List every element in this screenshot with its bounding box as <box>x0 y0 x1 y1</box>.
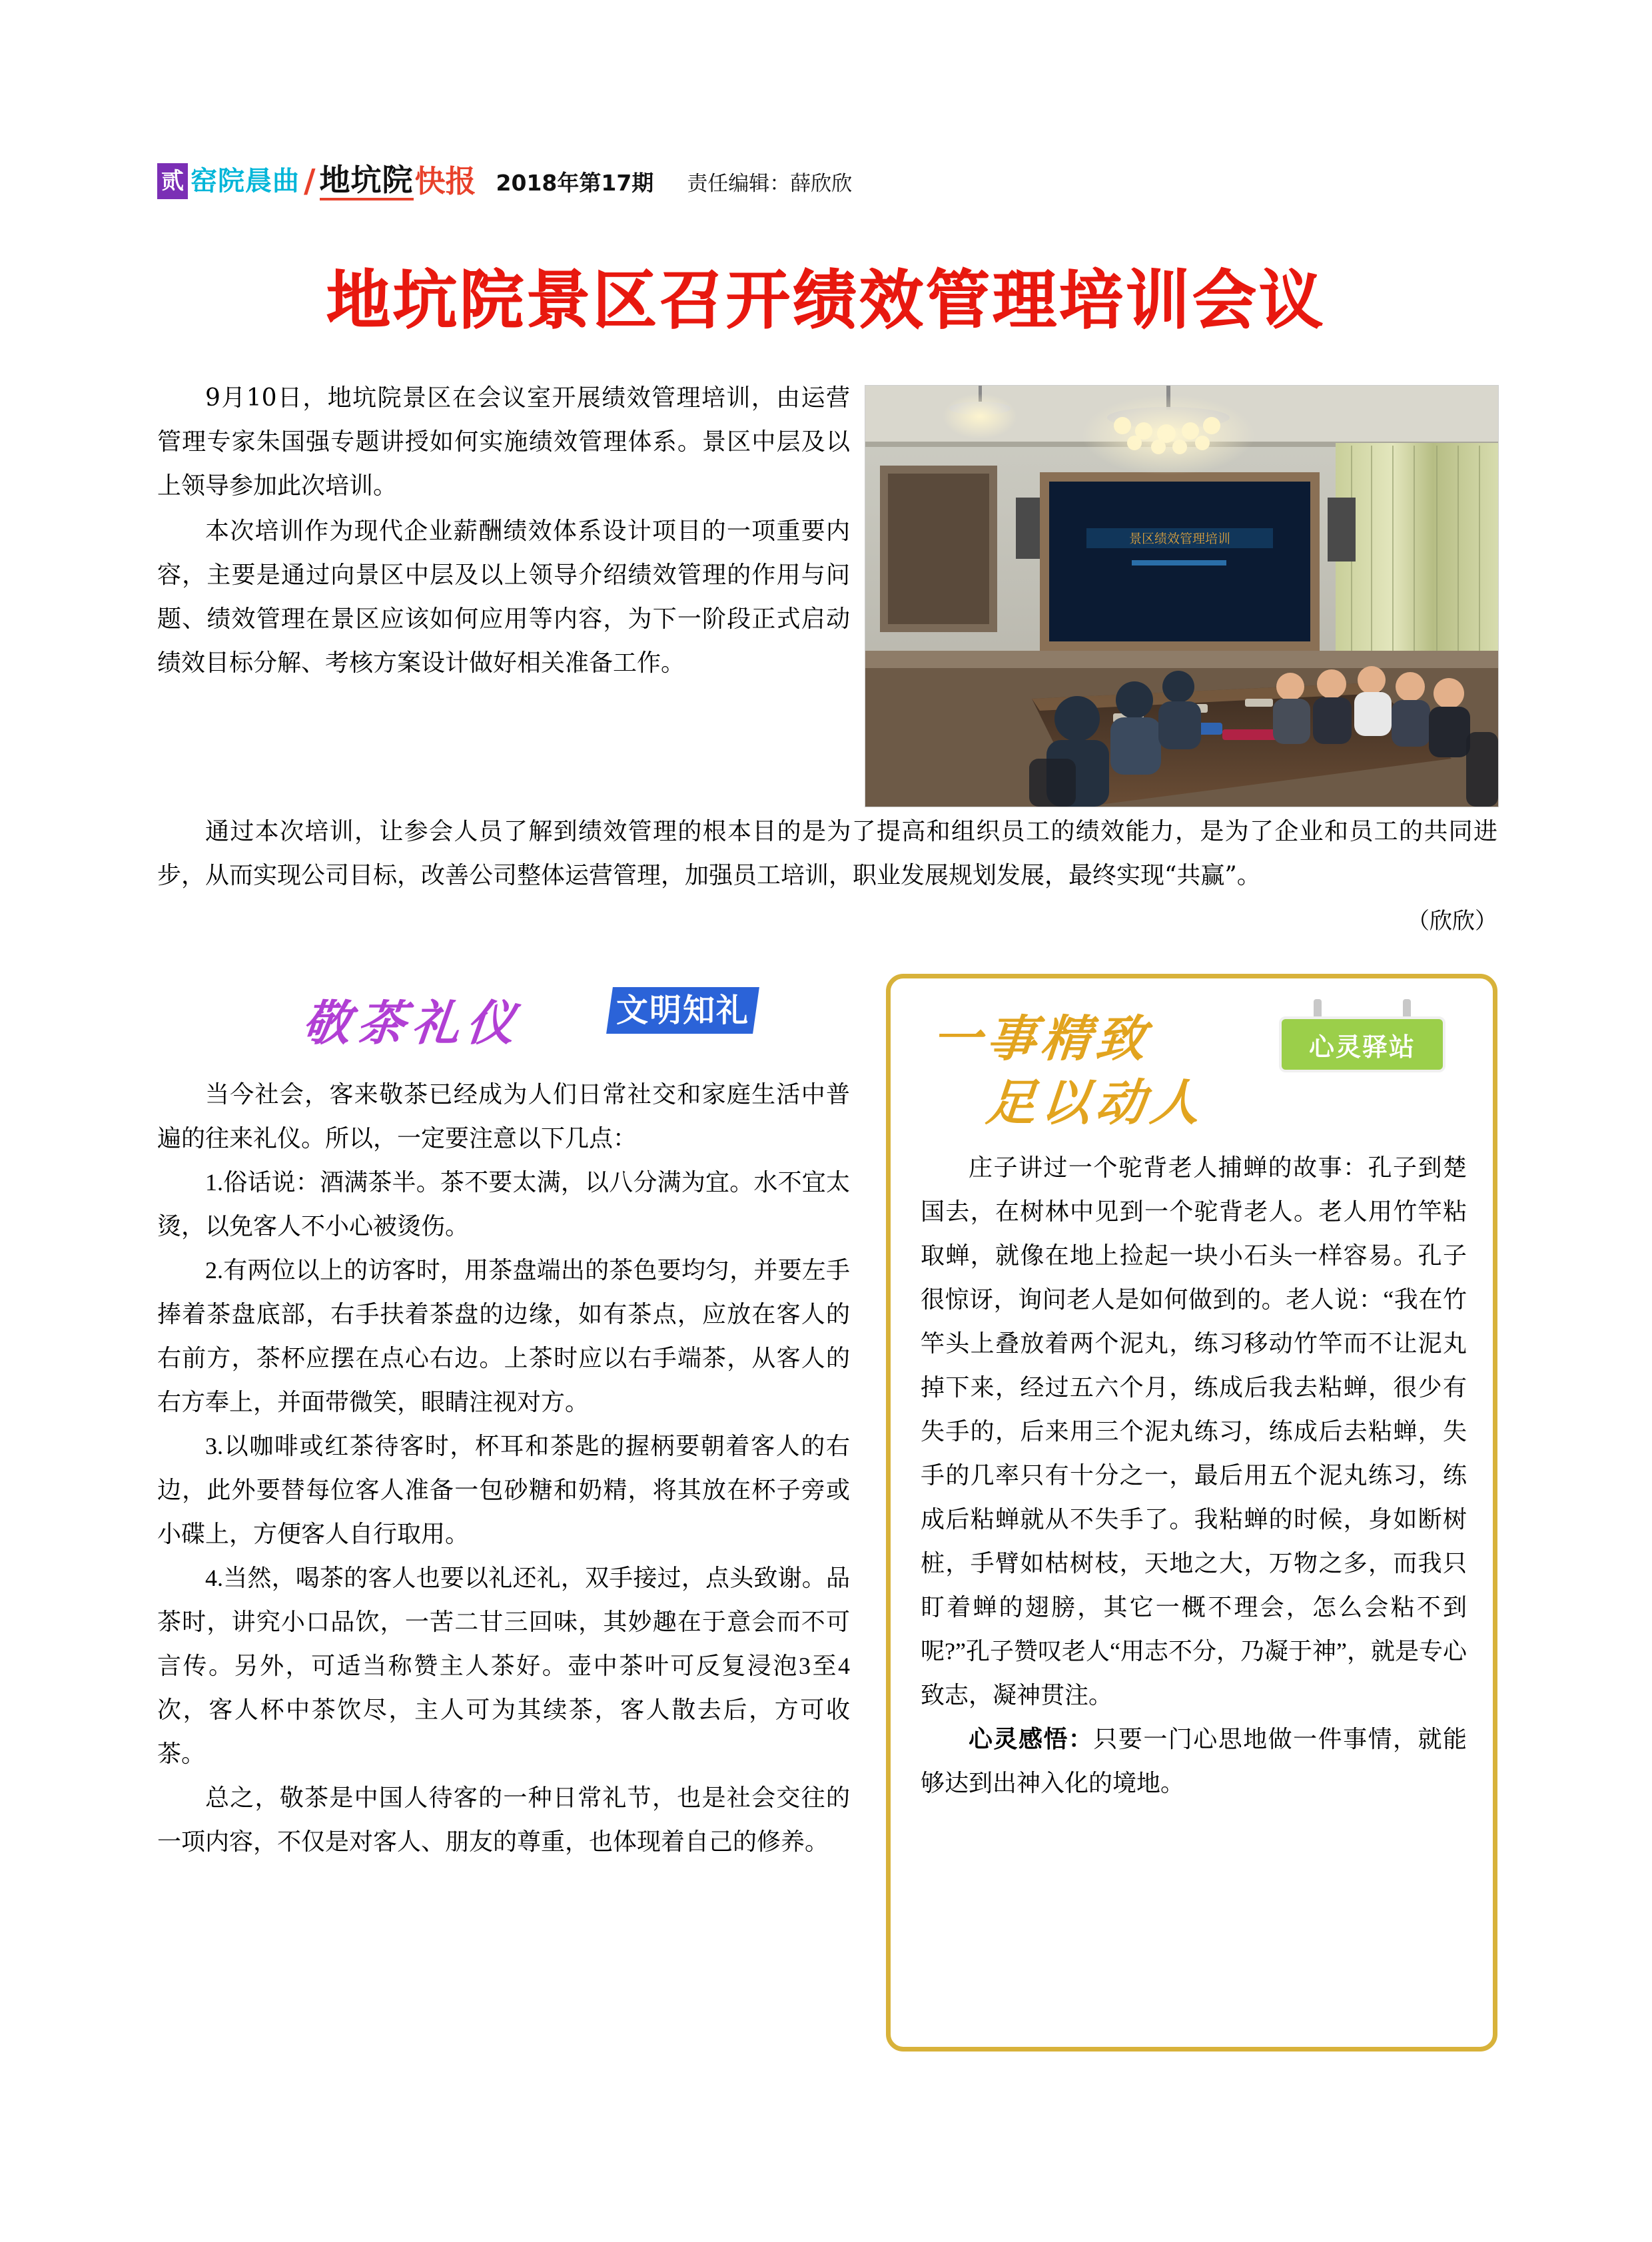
tea-section-title: 敬茶礼仪 <box>299 995 524 1051</box>
page-title: 地坑院景区召开绩效管理培训会议 <box>326 263 1326 338</box>
lead-article-full-width <box>157 810 1497 943</box>
masthead-issue: 2018年第17期 <box>496 169 654 196</box>
soul-insight-text: 只要一门心思地做一件事情，就能够达到出神入化的境地。 <box>921 1726 1467 1796</box>
soul-box-body <box>921 1146 1467 1805</box>
meeting-photo <box>865 385 1499 807</box>
tea-paragraph-4: 3.以咖啡或红茶待客时，杯耳和茶匙的握柄要朝着客人的右边，此外要替每位客人准备一包砂糖和奶精，将其放在杯子旁或小碟上，方便客人自行取用。 <box>157 1433 850 1547</box>
tea-paragraph-3: 2.有两位以上的访客时，用茶盘端出的茶色要均匀，并要左手捧着茶盘底部，右手扶着茶盘的边缘，如有茶点，应放在客人的右前方，茶杯应摆在点心右边。上茶时应以右手端茶，从客人的右方奉上，并面带微笑，眼睛注视对方。 <box>157 1257 850 1415</box>
lead-article-column <box>157 376 850 687</box>
soul-insight <box>921 1717 1467 1805</box>
tea-paragraph-6: 总之，敬茶是中国人待客的一种日常礼节，也是社会交往的一项内容，不仅是对客人、朋友的尊重，也体现着自己的修养。 <box>157 1784 850 1855</box>
masthead <box>157 155 1496 208</box>
svg-text:景区绩效管理培训: 景区绩效管理培训 <box>1128 532 1231 546</box>
tea-paragraph-5: 4.当然，喝茶的客人也要以礼还礼，双手接过，点头致谢。品茶时，讲究小口品饮，一苦二甘三回味，其妙趣在于意会而不可言传。另外，可适当称赞主人茶好。壶中茶叶可反复浸泡3至4次，客人杯中茶饮尽，主人可为其续茶，客人散去后，方可收茶。 <box>157 1565 850 1767</box>
soul-station-tag-label: 心灵驿站 <box>1279 1016 1446 1072</box>
masthead-slash: / <box>304 163 316 200</box>
etiquette-badge-label: 文明知礼 <box>616 992 750 1029</box>
masthead-black-title: 地坑院 <box>320 162 414 200</box>
soul-box-title-line2: 足以动人 <box>984 1074 1208 1132</box>
masthead-badge: 贰 <box>157 163 188 199</box>
soul-station-tag <box>1279 999 1446 1072</box>
masthead-editor: 责任编辑：薛欣欣 <box>687 171 853 196</box>
tea-article-column <box>157 1072 850 1864</box>
tea-paragraph-1: 当今社会，客来敬茶已经成为人们日常社交和家庭生活中普遍的往来礼仪。所以，一定要注意以下几点： <box>157 1081 850 1152</box>
article-byline: （欣欣） <box>1407 908 1497 934</box>
etiquette-badge <box>606 987 759 1034</box>
tea-paragraph-2: 1.俗话说：酒满茶半。茶不要太满，以八分满为宜。水不宜太烫，以免客人不小心被烫伤。 <box>157 1169 850 1240</box>
soul-box-title-line1: 一事精致 <box>929 1010 1153 1068</box>
lead-paragraph-1: 9月10日，地坑院景区在会议室开展绩效管理培训，由运营管理专家朱国强专题讲授如何实施绩效管理体系。景区中层及以上领导参加此次培训。 <box>157 384 850 500</box>
lead-paragraph-3: 通过本次培训，让参会人员了解到绩效管理的根本目的是为了提高和组织员工的绩效能力，是为了企业和员工的共同进步，从而实现公司目标，改善公司整体运营管理，加强员工培训，职业发展规划发展，最终实现“共赢”。 <box>157 818 1497 889</box>
masthead-red-title: 快报 <box>414 163 476 199</box>
masthead-cyan-title: 窑院晨曲 <box>191 166 300 196</box>
soul-box-title <box>924 1007 1308 1135</box>
soul-paragraph-1: 庄子讲过一个驼背老人捕蝉的故事：孔子到楚国去，在树林中见到一个驼背老人。老人用竹竿粘取蝉，就像在地上捡起一块小石头一样容易。孔子很惊讶，询问老人是如何做到的。老人说：“我在竹竿头上叠放着两个泥丸，练习移动竹竿而不让泥丸掉下来，经过五六个月，练成后我去粘蝉，很少有失手的，后来用三个泥丸练习，练成后去粘蝉，失手的几率只有十分之一，最后用五个泥丸练习，练成后粘蝉就从不失手了。我粘蝉的时候，身如断树桩，手臂如枯树枝，天地之大，万物之多，而我只盯着蝉的翅膀，其它一概不理会，怎么会粘不到呢?”孔子赞叹老人“用志不分，乃凝于神”，就是专心致志，凝神贯注。 <box>921 1154 1467 1708</box>
soul-insight-label: 心灵感悟： <box>969 1726 1094 1752</box>
lead-paragraph-2: 本次培训作为现代企业薪酬绩效体系设计项目的一项重要内容，主要是通过向景区中层及以上领导介绍绩效管理的作用与问题、绩效管理在景区应该如何应用等内容，为下一阶段正式启动绩效目标分解、考核方案设计做好相关准备工作。 <box>157 518 850 677</box>
